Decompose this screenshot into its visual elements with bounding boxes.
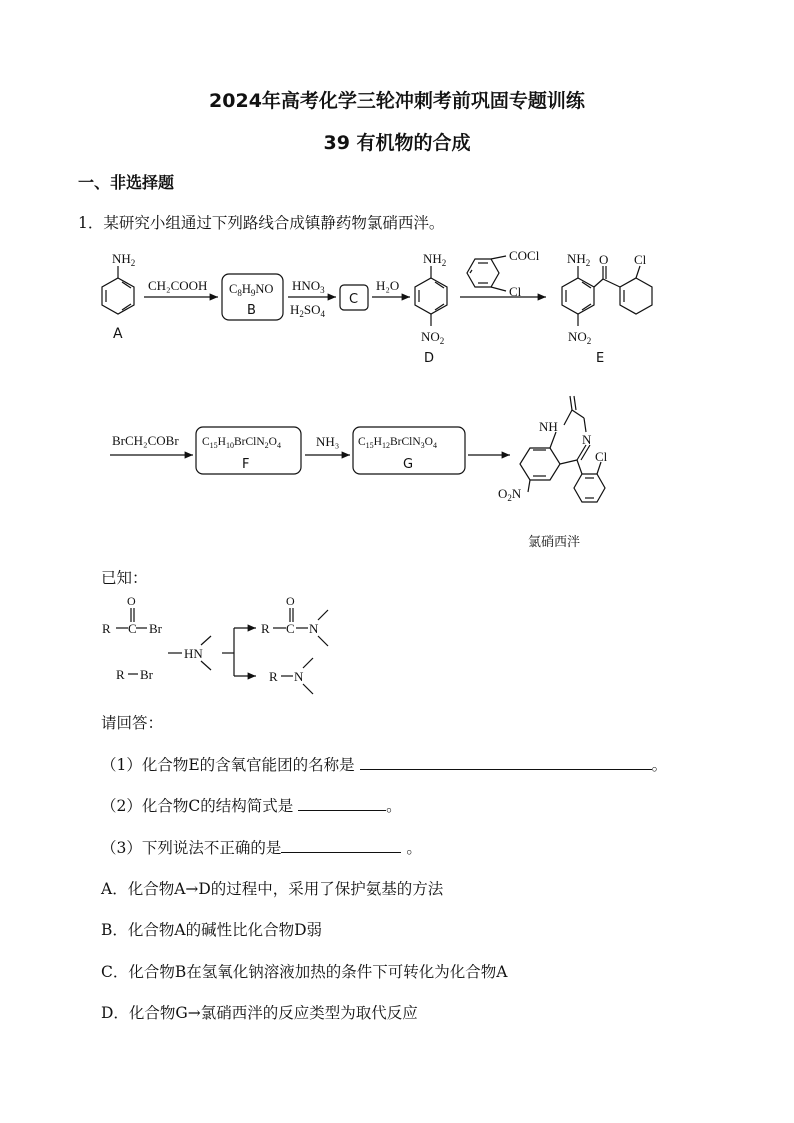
d-nitro-label: $NO_2$ <box>421 329 445 346</box>
reagent-benzoyl-chloride-structure <box>467 256 506 291</box>
known-hn: HN <box>184 646 203 661</box>
a-amine-label: $NH_2$ <box>112 251 136 268</box>
reagent-h2so4: $H_2SO_4$ <box>290 302 326 319</box>
reagent-hno3: $HNO_3$ <box>292 278 325 295</box>
compound-d-structure <box>415 266 447 326</box>
formula-g: $C_{15}H_{12}BrClN_3O_4$ <box>358 436 437 450</box>
option-b: B．化合物A的碱性比化合物D弱 <box>101 921 323 939</box>
reagent-to-f: BrCH₂COBr <box>112 433 179 448</box>
option-c: C．化合物B在氢氧化钠溶液加热的条件下可转化为化合物A <box>101 963 508 981</box>
page-title: 2024年高考化学三轮冲刺考前巩固专题训练 <box>209 90 585 112</box>
label-g: G <box>403 457 414 472</box>
part-2 <box>101 794 402 816</box>
e-nitro-label: $NO_2$ <box>568 329 592 346</box>
compound-a-structure <box>102 266 134 314</box>
known-c1: C <box>128 621 137 636</box>
known-r4: R <box>269 669 278 684</box>
product-cl: Cl <box>595 449 608 464</box>
label-f: F <box>242 457 250 472</box>
label-b: B <box>247 303 256 318</box>
reagent-a-b: CH₂COOH <box>148 278 208 293</box>
section-heading: 一、非选择题 <box>78 173 175 192</box>
part-1-answer-blank[interactable] <box>360 753 652 770</box>
product-name: 氯硝西泮 <box>528 535 581 550</box>
label-a: A <box>113 326 123 342</box>
known-n2: N <box>294 669 304 684</box>
part-3 <box>101 836 422 858</box>
answer-prompt: 请回答： <box>101 714 164 732</box>
known-o1: O <box>127 594 136 608</box>
reagent-cocl: COCl <box>509 248 540 263</box>
question-text: 某研究小组通过下列路线合成镇静药物氯硝西泮。 <box>103 214 445 232</box>
part-3-answer-blank[interactable] <box>281 836 401 853</box>
reagent-f-g: NH₃ <box>316 434 340 449</box>
label-e: E <box>596 351 605 366</box>
e-cl: Cl <box>634 252 647 267</box>
known-r2: R <box>116 667 125 682</box>
known-r1: R <box>102 621 111 636</box>
compound-e-structure <box>562 266 652 326</box>
known-r3: R <box>261 621 270 636</box>
known-n1: N <box>309 621 319 636</box>
part-1-end: 。 <box>651 756 668 774</box>
part-1 <box>101 753 667 775</box>
option-d: D．化合物G→氯硝西泮的反应类型为取代反应 <box>101 1004 418 1022</box>
part-1-label: （1）化合物E的含氧官能团的名称是 <box>101 756 355 774</box>
product-n: N <box>582 432 592 447</box>
part-2-end: 。 <box>386 797 402 815</box>
e-carbonyl-o: O <box>599 252 609 267</box>
known-br2: Br <box>140 667 153 682</box>
known-br1: Br <box>149 621 162 636</box>
known-o2: O <box>286 594 295 608</box>
part-3-label: （3）下列说法不正确的是 <box>101 839 282 857</box>
d-amine-label: $NH_2$ <box>423 251 447 268</box>
formula-f: $C_{15}H_{10}BrClN_2O_4$ <box>202 436 281 450</box>
e-amine-label: $NH_2$ <box>567 251 591 268</box>
product-nh: NH <box>539 419 558 434</box>
product-nitro: $O_2N$ <box>498 486 522 503</box>
part-2-answer-blank[interactable] <box>298 794 386 811</box>
known-label: 已知： <box>101 569 148 587</box>
known-c2: C <box>286 621 295 636</box>
question-number: 1． <box>78 214 104 232</box>
formula-b: $C_8H_9NO$ <box>229 282 274 298</box>
clonazepam-structure <box>520 396 605 502</box>
page-subtitle: 39 有机物的合成 <box>323 132 471 154</box>
reagent-cl: Cl <box>509 284 522 299</box>
label-d: D <box>424 351 435 366</box>
option-a: A．化合物A→D的过程中，采用了保护氨基的方法 <box>101 880 444 898</box>
reagent-c-d: H₂O <box>376 278 400 293</box>
part-2-label: （2）化合物C的结构简式是 <box>101 797 294 815</box>
label-c: C <box>349 292 359 307</box>
part-3-end: 。 <box>406 839 422 857</box>
